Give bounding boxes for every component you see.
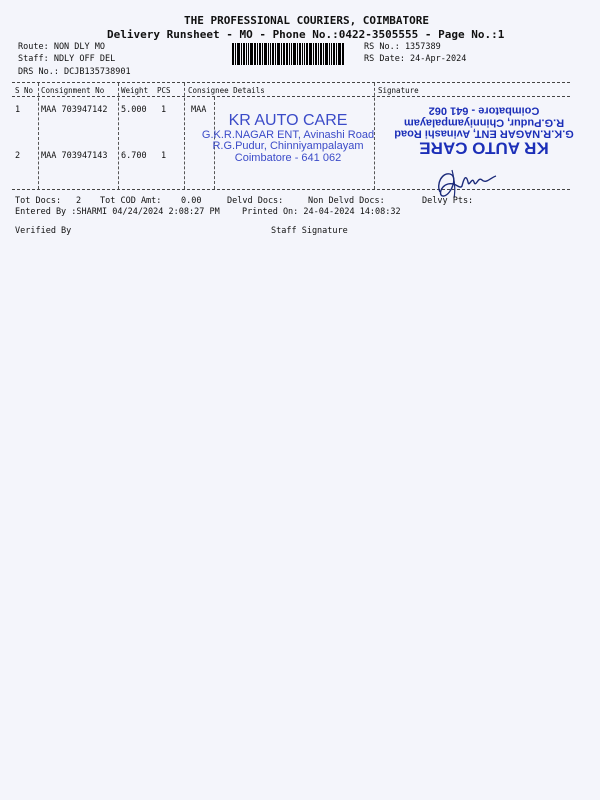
barcode: [232, 43, 360, 65]
stamp-address-3: Coimbatore - 641 062: [428, 104, 540, 117]
stamp-name: KR AUTO CARE: [419, 138, 549, 158]
verified-by-label: Verified By: [15, 226, 72, 236]
rs-number: RS No.: 1357389: [364, 42, 441, 52]
col-header-pcs: PCS: [157, 86, 171, 95]
company-title: THE PROFESSIONAL COURIERS, COIMBATORE: [184, 14, 430, 27]
signature-stamp: [392, 104, 576, 156]
stamp-address-2: R.G.Pudur, Chinniyampalayam: [212, 140, 364, 153]
col-header-sno: S No: [15, 86, 34, 95]
row-1-consignment: MAA 703947142: [41, 105, 108, 115]
row-2-weight: 6.700: [121, 151, 147, 161]
entered-by: Entered By :SHARMI 04/24/2024 2:08:27 PM: [15, 207, 220, 217]
route-label: Route: NON DLY MO: [18, 42, 105, 52]
col-header-signature: Signature: [378, 86, 419, 95]
row-2-consignment: MAA 703947143: [41, 151, 108, 161]
row-1-consignee: MAA: [191, 105, 207, 115]
tot-docs-label: Tot Docs:: [15, 196, 62, 206]
staff-label: Staff: NDLY OFF DEL: [18, 54, 116, 64]
stamp-address-3: Coimbatore - 641 062: [234, 151, 342, 164]
stamp-address-1: G.K.R.NAGAR ENT, Avinashi Road: [201, 128, 375, 141]
runsheet-title: Delivery Runsheet - MO - Phone No.:0422-3505555 - Page No.:1: [107, 28, 505, 41]
col-divider: [184, 83, 185, 189]
delvy-pts-label: Delvy Pts:: [422, 196, 474, 206]
rs-date: RS Date: 24-Apr-2024: [364, 54, 467, 64]
printed-on: Printed On: 24-04-2024 14:08:32: [242, 207, 401, 217]
stamp-address-2: R.G.Pudur, Chinniyampalayam: [403, 116, 565, 129]
consignee-stamp: [200, 113, 376, 164]
row-2-sno: 2: [15, 151, 21, 161]
row-1-sno: 1: [15, 105, 21, 115]
col-header-weight: Weight: [121, 86, 149, 95]
drs-number: DRS No.: DCJB135738901: [18, 67, 131, 77]
row-1-pcs: 1: [161, 105, 167, 115]
tot-docs-value: 2: [76, 196, 82, 206]
row-1-weight: 5.000: [121, 105, 147, 115]
non-delvd-docs-label: Non Delvd Docs:: [308, 196, 385, 206]
table-header-rule: [12, 96, 570, 97]
table-top-rule: [12, 82, 570, 83]
row-2-pcs: 1: [161, 151, 167, 161]
col-header-consignee: Consignee Details: [188, 86, 265, 95]
col-header-consignment: Consignment No: [41, 86, 105, 95]
col-divider: [38, 83, 39, 189]
staff-signature-label: Staff Signature: [271, 226, 348, 236]
stamp-address-1: G.K.R.NAGAR ENT, Avinashi Road: [394, 127, 574, 140]
col-divider: [118, 83, 119, 189]
tot-cod-label: Tot COD Amt:: [100, 196, 162, 206]
tot-cod-value: 0.00: [181, 196, 202, 206]
stamp-name: KR AUTO CARE: [228, 112, 348, 129]
delvd-docs-label: Delvd Docs:: [227, 196, 284, 206]
